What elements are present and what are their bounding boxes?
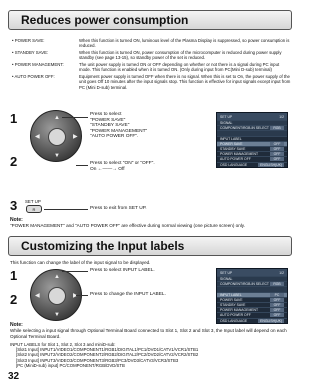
osd-row-label: STANDBY SAVE [220, 147, 246, 152]
note-title: Note: [10, 322, 23, 328]
definition-desc: Equipment power supply is turned OFF when there is no signal. When this is set to On, the power supply of the unit goes Off 10 minutes after the input signals stop. This function is effective for input signals except input from PC (Mini D-sub) terminal. [79, 74, 291, 90]
setup-menu-osd [216, 112, 288, 168]
list-item: [Slot3 Input] INPUT3/VIDEO3/COMPONENT3/RGB3/PC3/DVD3/CATV3/VCR3/STB3 [16, 357, 179, 363]
osd-row-label: POWER SAVE [220, 297, 243, 302]
callout-line [62, 117, 88, 118]
osd-row-label: OSD LANGUAGE [220, 318, 248, 323]
definition-desc: The unit power supply is turned ON or OFF depending on whether or not there is a signal during PC input mode. This function is enabled when it is turned ON. (Only during input from PC(Mini D-sub) terminal) [79, 62, 280, 73]
down-arrow-icon: ▼ [54, 312, 60, 318]
step1-line: "POWER MANAGEMENT" [90, 128, 148, 134]
step-number-1: 1 [10, 268, 18, 283]
osd-row-value: ENGLISH(UK) [260, 318, 282, 323]
note-text: While selecting a input signal through Optional Terminal Board connected to Slot 1, Slot 2 and Slot 3, the Input label will depend on each Optional Terminal Board. [10, 328, 287, 339]
setup-button-label: SET UP [25, 199, 41, 204]
setup-button-text: R [32, 206, 36, 212]
osd-row-value: OFF [270, 142, 284, 146]
setup-button[interactable] [26, 205, 42, 213]
osd-menu-row[interactable] [217, 281, 287, 286]
step1-line: "POWER SAVE" [90, 117, 126, 123]
osd-row-label: POWER SAVE [220, 141, 243, 146]
definition-row [12, 38, 292, 49]
input-labels-list [10, 342, 292, 368]
osd-page: 1/2 [279, 114, 284, 119]
remote-dpad[interactable] [30, 269, 82, 321]
up-arrow-icon: ▲ [54, 115, 60, 121]
definition-term: • AUTO POWER OFF: [12, 74, 55, 79]
step-number-2: 2 [10, 154, 18, 169]
osd-row-label: POWER MANAGEMENT [220, 308, 259, 313]
step-number-3: 3 [10, 198, 18, 213]
step1-line: "STANDBY SAVE" [90, 123, 130, 129]
osd-row-value: OFF [270, 303, 284, 307]
definition-row [12, 50, 292, 61]
section-title-input-labels [8, 236, 292, 256]
osd-row-value: ENGLISH(UK) [260, 162, 282, 167]
callout-line [62, 271, 88, 272]
down-arrow-icon: ▼ [54, 153, 60, 159]
osd-row-label: AUTO POWER OFF [220, 313, 251, 318]
osd-row-label: COMPONENT/RGB-IN SELECT [220, 282, 269, 287]
remote-action-button[interactable] [48, 287, 66, 305]
note-title: Note: [10, 217, 23, 223]
left-arrow-icon: ◀ [35, 293, 40, 299]
page-number: 32 [8, 371, 20, 382]
callout-line [76, 165, 88, 166]
osd-row-value: RGB [270, 126, 284, 130]
osd-title: SET UP [220, 270, 233, 275]
section2-step1: Press to select INPUT LABEL. [90, 268, 155, 273]
definition-term: • POWER MANAGEMENT: [12, 62, 64, 67]
setup-menu-osd [216, 268, 288, 324]
definition-row [12, 74, 292, 90]
osd-page: 1/2 [279, 270, 284, 275]
list-item: [Slot2 Input] INPUT2/VIDEO2/COMPONENT2/RGB2/DIGITAL2/PC2/DVD2/CATV2/VCR2/STB2 [16, 352, 199, 358]
step3-instructions: Press to exit from SET UP. [90, 206, 147, 211]
right-arrow-icon: ▶ [73, 134, 78, 140]
osd-title: SET UP [220, 114, 233, 119]
osd-row-value: PC [270, 293, 284, 297]
definition-desc: When this function is turned ON, power consumption of the microcomputer is reduced during power supply standby (see page 13-15), so standby power of the set is reduced. [79, 50, 282, 61]
step2-line: Press to select "ON" or "OFF". [90, 161, 155, 166]
osd-row-label: AUTO POWER OFF [220, 157, 251, 162]
section-title-power [8, 10, 292, 30]
definition-row [12, 62, 292, 73]
osd-row-value: RGB [270, 282, 284, 286]
list-item: [Slot1 Input] INPUT1/VIDEO1/COMPONENT1/RGB1/DIGITAL1/PC1/DVD1/CATV1/VCR1/STB1 [16, 347, 199, 353]
osd-menu-row[interactable] [217, 307, 287, 312]
osd-menu-row[interactable] [217, 125, 287, 130]
osd-title-bar [217, 113, 287, 120]
section-title-text: Reduces power consumption [21, 13, 189, 27]
osd-row-value: OFF [270, 152, 284, 156]
up-arrow-icon: ▲ [54, 274, 60, 280]
definition-desc: When this function is turned ON, luminous level of the Plasma Display is suppressed, so power consumption is reduced. [79, 38, 290, 49]
step-number-1: 1 [10, 111, 18, 126]
step1-line: "AUTO POWER OFF". [90, 134, 139, 140]
step1-instructions [90, 112, 147, 140]
callout-line [44, 209, 88, 210]
osd-menu-row[interactable] [217, 151, 287, 156]
osd-row-value: OFF [270, 298, 284, 302]
definition-list [12, 38, 292, 91]
right-arrow-icon: ▶ [73, 293, 78, 299]
note-text: "POWER MANAGEMENT" and "AUTO POWER OFF" are effective during normal viewing (one picture screen) only. [10, 223, 246, 228]
section2-step2: Press to change the INPUT LABEL. [90, 292, 166, 297]
section-title-text: Customizing the Input labels [21, 239, 185, 253]
list-title: INPUT LABELS for Slot 1, Slot 2, Slot 3 and miniD-sub: [10, 342, 116, 347]
callout-line [76, 295, 88, 296]
osd-row-label: INPUT LABEL [220, 136, 242, 141]
left-arrow-icon: ◀ [35, 134, 40, 140]
osd-row-label: POWER MANAGEMENT [220, 152, 259, 157]
step1-line: Press to select [90, 112, 122, 117]
osd-row-label: SIGNAL [220, 277, 233, 282]
osd-row-label: SIGNAL [220, 121, 233, 126]
step2-line: On ←——→ Off [90, 166, 125, 172]
osd-row-value: OFF [270, 308, 284, 312]
osd-row-label: OSD LANGUAGE [220, 162, 248, 167]
osd-row-label: COMPONENT/RGB-IN SELECT [220, 126, 269, 131]
step2-instructions [90, 161, 155, 172]
osd-row-value: OFF [270, 157, 284, 161]
osd-row-value: OFF [270, 147, 284, 151]
osd-menu-row[interactable] [217, 162, 287, 167]
remote-action-button[interactable] [48, 128, 66, 146]
osd-title-bar [217, 269, 287, 276]
definition-term: • POWER SAVE: [12, 38, 45, 43]
step-number-2: 2 [10, 292, 18, 307]
osd-row-label: INPUT LABEL [220, 292, 242, 297]
definition-term: • STANDBY SAVE: [12, 50, 49, 55]
osd-row-value: OFF [270, 313, 284, 317]
osd-menu-row[interactable] [217, 318, 287, 323]
section2-intro: This function can change the label of the input signal to be displayed. [10, 260, 151, 265]
osd-row-label: STANDBY SAVE [220, 303, 246, 308]
list-item: [PC (MiniD-sub) input] PC/COMPONENT/RGB/DVD/STB [16, 362, 125, 368]
